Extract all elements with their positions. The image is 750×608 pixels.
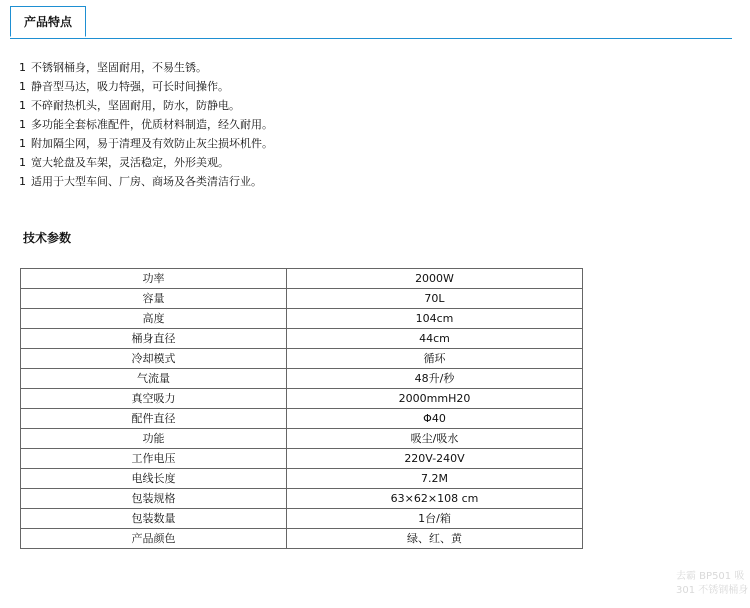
specs-table-body — [21, 269, 583, 549]
spec-value-cell: 44cm — [287, 329, 583, 349]
feature-text: 不锈钢桶身，坚固耐用，不易生锈。 — [31, 61, 207, 74]
feature-bullet-number: 1 — [19, 137, 26, 150]
table-row — [21, 269, 583, 289]
table-row — [21, 329, 583, 349]
table-row — [21, 449, 583, 469]
table-row — [21, 349, 583, 369]
spec-value-cell: 2000W — [287, 269, 583, 289]
table-row — [21, 429, 583, 449]
spec-key-cell: 包装数量 — [21, 509, 287, 529]
spec-key-cell: 电线长度 — [21, 469, 287, 489]
feature-bullet-number: 1 — [19, 156, 26, 169]
watermark-line-1: 去霸 BP501 吸 — [676, 571, 745, 582]
table-row — [21, 369, 583, 389]
table-row — [21, 389, 583, 409]
spec-value-cell: 70L — [287, 289, 583, 309]
spec-key-cell: 功率 — [21, 269, 287, 289]
feature-bullet-number: 1 — [19, 99, 26, 112]
spec-key-cell: 功能 — [21, 429, 287, 449]
spec-key-cell: 包装规格 — [21, 489, 287, 509]
feature-item — [19, 172, 273, 191]
spec-value-cell: 63×62×108 cm — [287, 489, 583, 509]
feature-text: 不碎耐热机头，坚固耐用，防水，防静电。 — [31, 99, 240, 112]
feature-item — [19, 115, 273, 134]
spec-value-cell: 220V-240V — [287, 449, 583, 469]
feature-bullet-number: 1 — [19, 80, 26, 93]
feature-item — [19, 134, 273, 153]
spec-key-cell: 冷却模式 — [21, 349, 287, 369]
table-row — [21, 309, 583, 329]
spec-key-cell: 容量 — [21, 289, 287, 309]
feature-bullet-number: 1 — [19, 175, 26, 188]
spec-value-cell: 循环 — [287, 349, 583, 369]
specs-title: 技术参数 — [23, 231, 72, 245]
spec-value-cell: 48升/秒 — [287, 369, 583, 389]
feature-item — [19, 153, 273, 172]
table-row — [21, 489, 583, 509]
feature-text: 静音型马达，吸力特强，可长时间操作。 — [31, 80, 229, 93]
feature-text: 适用于大型车间、厂房、商场及各类清洁行业。 — [31, 175, 262, 188]
spec-key-cell: 工作电压 — [21, 449, 287, 469]
feature-item — [19, 77, 273, 96]
spec-key-cell: 桶身直径 — [21, 329, 287, 349]
feature-bullet-number: 1 — [19, 118, 26, 131]
spec-value-cell: 104cm — [287, 309, 583, 329]
watermark-line-2: 301 不锈钢桶身 — [676, 585, 749, 596]
specs-table — [20, 268, 583, 549]
spec-value-cell: Φ40 — [287, 409, 583, 429]
watermark — [676, 570, 748, 598]
spec-key-cell: 真空吸力 — [21, 389, 287, 409]
spec-value-cell: 2000mmH20 — [287, 389, 583, 409]
tab-product-features[interactable]: 产品特点 — [10, 6, 86, 37]
spec-value-cell: 吸尘/吸水 — [287, 429, 583, 449]
table-row — [21, 469, 583, 489]
feature-item — [19, 96, 273, 115]
features-list — [19, 58, 273, 191]
spec-key-cell: 气流量 — [21, 369, 287, 389]
spec-key-cell: 产品颜色 — [21, 529, 287, 549]
feature-text: 多功能全套标准配件，优质材料制造，经久耐用。 — [31, 118, 273, 131]
spec-value-cell: 1台/箱 — [287, 509, 583, 529]
spec-key-cell: 高度 — [21, 309, 287, 329]
feature-text: 附加隔尘网，易于清理及有效防止灰尘损坏机件。 — [31, 137, 273, 150]
table-row — [21, 529, 583, 549]
tab-bar — [10, 6, 732, 39]
feature-bullet-number: 1 — [19, 61, 26, 74]
feature-item — [19, 58, 273, 77]
spec-value-cell: 绿、红、黄 — [287, 529, 583, 549]
spec-key-cell: 配件直径 — [21, 409, 287, 429]
table-row — [21, 409, 583, 429]
table-row — [21, 289, 583, 309]
feature-text: 宽大轮盘及车架，灵活稳定，外形美观。 — [31, 156, 229, 169]
table-row — [21, 509, 583, 529]
spec-value-cell: 7.2M — [287, 469, 583, 489]
